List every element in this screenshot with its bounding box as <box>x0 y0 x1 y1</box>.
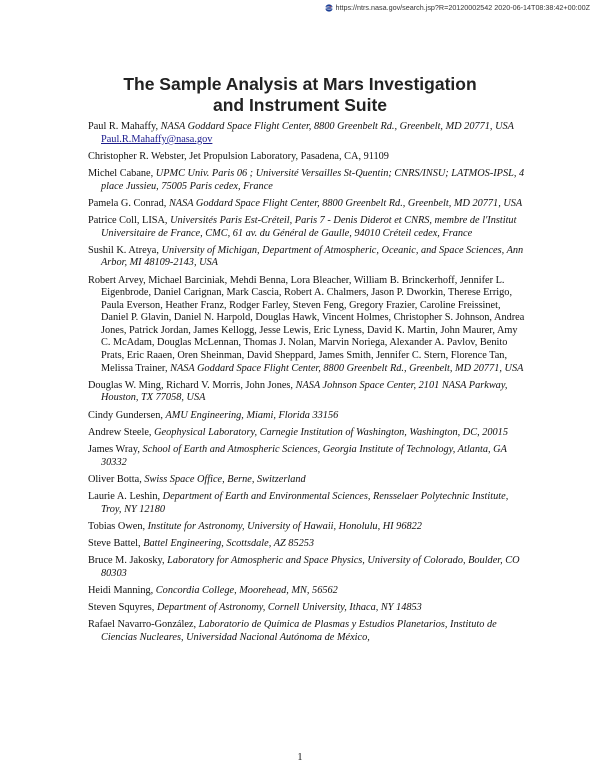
author-names: Patrice Coll, LISA, <box>88 214 168 226</box>
paper-title <box>0 74 600 116</box>
paper-title-line-2: and Instrument Suite <box>212 95 388 115</box>
author-names: Robert Arvey, Michael Barciniak, Mehdi Benna, Lora Bleacher, William B. Brinckerhoff, Jennifer L. Eigenbrode, Daniel Carignan, Mark Cascia, Robert A. Chalmers, Jason P. Dworkin, Therese Errigo, Paula Everson, Heather Franz, Rodger Farley, Steven Feng, Gregory Frazier, Caroline Freissinet, Daniel P. Glavin, Daniel N. Harpold, Douglas Hawk, Vincent Holmes, Christopher S. Johnson, Andrea Jones, Patrick Jordan, James Kellogg, Jesse Lewis, Eric Lyness, David K. Martin, John Maurer, Amy C. McAdam, Douglas McLennan, Thomas J. Nolan, Marvin Noriega, Alexander A. Pavlov, Benito Prats, Eric Raaen, Oren Sheinman, David Sheppard, James Smith, Jennifer C. Stern, Florence Tan, Melissa Trainer, <box>88 274 525 374</box>
author-affiliation: Department of Earth and Environmental Sciences, Rensselaer Polytechnic Institute, Troy, NY 12180 <box>101 490 509 515</box>
author-names: Steven Squyres, <box>88 602 155 614</box>
author-names: Paul R. Mahaffy, <box>88 121 159 132</box>
author-names: Sushil K. Atreya, <box>88 244 159 256</box>
author-entry <box>88 555 528 580</box>
author-affiliation: Department of Astronomy, Cornell University, Ithaca, NY 14853 <box>156 602 422 614</box>
author-entry <box>88 275 528 376</box>
author-entry <box>88 380 528 405</box>
author-names: Christopher R. Webster, Jet Propulsion Laboratory, Pasadena, CA, 91109 <box>88 150 389 162</box>
author-entry <box>88 474 528 487</box>
header-stamp <box>325 3 590 12</box>
author-affiliation: University of Michigan, Department of Atmospheric, Oceanic, and Space Sciences, Ann Arbor, MI 48109-2143, USA <box>101 244 524 269</box>
author-names: Andrew Steele, <box>88 426 152 438</box>
author-affiliation: Battel Engineering, Scottsdale, AZ 85253 <box>143 537 315 549</box>
author-entry <box>88 491 528 516</box>
author-affiliation: Universités Paris Est-Créteil, Paris 7 - Denis Diderot et CNRS, membre de l'Institut Universitaire de France, CMC, 61 av. du Général de Gaulle, 94010 Créteil cedex, France <box>101 214 517 239</box>
author-names: Steve Battel, <box>88 537 141 549</box>
author-names: Cindy Gundersen, <box>88 409 163 421</box>
author-affiliation: NASA Goddard Space Flight Center, 8800 Greenbelt Rd., Greenbelt, MD 20771, USA <box>170 362 524 374</box>
author-entry <box>88 427 528 440</box>
author-affiliation: School of Earth and Atmospheric Sciences, Georgia Institute of Technology, Atlanta, GA 30332 <box>101 444 507 468</box>
header-stamp-text: https://ntrs.nasa.gov/search.jsp?R=20120002542 2020-06-14T08:38:42+00:00Z <box>335 3 590 12</box>
author-affiliation: AMU Engineering, Miami, Florida 33156 <box>165 409 339 421</box>
author-affiliation: NASA Goddard Space Flight Center, 8800 Greenbelt Rd., Greenbelt, MD 20771, USA <box>168 197 523 209</box>
author-names: James Wray, <box>88 444 140 455</box>
author-affiliation: NASA Johnson Space Center, 2101 NASA Parkway, Houston, TX 77058, USA <box>101 379 508 404</box>
paper-title-line-1: The Sample Analysis at Mars Investigation <box>123 74 477 94</box>
author-affiliation: Geophysical Laboratory, Carnegie Institution of Washington, Washington, DC, 20015 <box>154 426 508 438</box>
page-number: 1 <box>297 752 303 763</box>
author-entry <box>88 410 528 423</box>
author-affiliation: UPMC Univ. Paris 06 ; Université Versailles St-Quentin; CNRS/INSU; LATMOS-IPSL, 4 place Jussieu, 75005 Paris cedex, France <box>101 167 525 192</box>
author-entry <box>88 151 528 164</box>
author-list <box>88 121 528 649</box>
author-entry <box>88 602 528 615</box>
nasa-ntrs-icon <box>325 4 333 12</box>
author-affiliation: Swiss Space Office, Berne, Switzerland <box>144 473 306 485</box>
author-entry <box>88 585 528 598</box>
author-names: Rafael Navarro-González, <box>88 619 197 631</box>
author-names: Douglas W. Ming, Richard V. Morris, John Jones, <box>88 379 293 391</box>
author-names: Pamela G. Conrad, <box>88 197 167 209</box>
author-affiliation: Concordia College, Moorehead, MN, 56562 <box>155 584 338 596</box>
author-entry <box>88 121 528 146</box>
author-names: Michel Cabane, <box>88 167 154 179</box>
author-names: Bruce M. Jakosky, <box>88 555 165 567</box>
author-entry <box>88 245 528 270</box>
author-names: Heidi Manning, <box>88 584 154 596</box>
author-entry <box>88 619 528 644</box>
author-affiliation: Laboratorio de Química de Plasmas y Estudios Planetarios, Instituto de Ciencias Nucleares, Universidad Nacional Autónoma de México, <box>101 619 497 643</box>
author-entry <box>88 521 528 534</box>
author-entry <box>88 215 528 240</box>
author-affiliation: Laboratory for Atmospheric and Space Physics, University of Colorado, Boulder, CO 80303 <box>101 555 520 579</box>
author-entry <box>88 538 528 551</box>
author-affiliation: NASA Goddard Space Flight Center, 8800 Greenbelt Rd., Greenbelt, MD 20771, USA <box>160 121 514 132</box>
author-email-link[interactable]: Paul.R.Mahaffy@nasa.gov <box>101 133 213 145</box>
author-affiliation: Institute for Astronomy, University of Hawaii, Honolulu, HI 96822 <box>147 520 422 532</box>
author-names: Tobias Owen, <box>88 520 146 532</box>
author-names: Oliver Botta, <box>88 473 142 485</box>
author-entry <box>88 168 528 193</box>
author-entry <box>88 198 528 211</box>
author-entry <box>88 444 528 469</box>
author-names: Laurie A. Leshin, <box>88 490 161 502</box>
